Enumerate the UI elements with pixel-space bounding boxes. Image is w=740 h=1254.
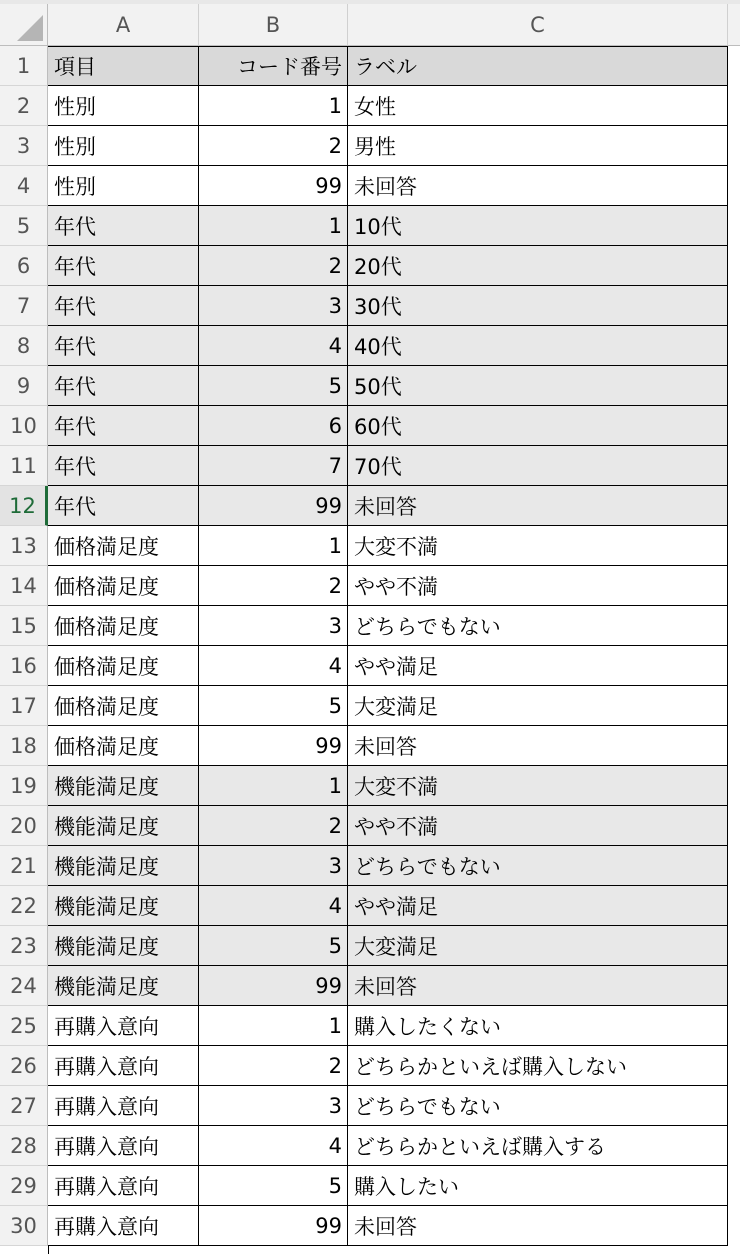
cell-c[interactable]: どちらでもない	[348, 1086, 728, 1126]
cell-c[interactable]: どちらでもない	[348, 846, 728, 886]
cell-c[interactable]: やや満足	[348, 646, 728, 686]
row-header[interactable]: 9	[0, 366, 48, 406]
table-row	[0, 526, 740, 566]
cell-c[interactable]: やや不満	[348, 806, 728, 846]
cell-a[interactable]: 年代	[48, 326, 199, 366]
cell-b[interactable]: 3	[199, 846, 348, 886]
cell-a[interactable]: 性別	[48, 126, 199, 166]
cell-c[interactable]: 大変満足	[348, 926, 728, 966]
cell-c[interactable]: 未回答	[348, 166, 728, 206]
cell-c[interactable]: 20代	[348, 246, 728, 286]
table-row	[0, 1006, 740, 1046]
cell-c[interactable]: やや満足	[348, 886, 728, 926]
row-header[interactable]: 18	[0, 726, 48, 766]
table-row	[0, 686, 740, 726]
cell-a[interactable]: 再購入意向	[48, 1006, 199, 1046]
select-all-triangle-icon	[17, 15, 43, 41]
table-row	[0, 126, 740, 166]
row-header[interactable]: 13	[0, 526, 48, 566]
table-row	[0, 246, 740, 286]
cell-b[interactable]: 7	[199, 446, 348, 486]
row-header[interactable]: 2	[0, 86, 48, 126]
cell-b[interactable]: 99	[199, 166, 348, 206]
cell-c[interactable]: ラベル	[348, 46, 728, 86]
cell-b[interactable]: 99	[199, 726, 348, 766]
table-row	[0, 326, 740, 366]
cell-c[interactable]: 40代	[348, 326, 728, 366]
cell-c[interactable]: 女性	[348, 86, 728, 126]
row-header[interactable]: 11	[0, 446, 48, 486]
table-row	[0, 966, 740, 1006]
table-row	[0, 1206, 740, 1246]
cell-c[interactable]: 購入したくない	[348, 1006, 728, 1046]
cell-c[interactable]: 未回答	[348, 726, 728, 766]
row-header[interactable]: 5	[0, 206, 48, 246]
cell-b[interactable]: 1	[199, 206, 348, 246]
cell-b[interactable]: 4	[199, 646, 348, 686]
cell-a[interactable]: 年代	[48, 406, 199, 446]
cell-a[interactable]: 年代	[48, 366, 199, 406]
cell-b[interactable]: 1	[199, 766, 348, 806]
cell-c[interactable]: 大変満足	[348, 686, 728, 726]
cell-a[interactable]: 価格満足度	[48, 566, 199, 606]
cell-a[interactable]: 再購入意向	[48, 1046, 199, 1086]
row-header[interactable]: 22	[0, 886, 48, 926]
table-row	[0, 166, 740, 206]
row-header[interactable]: 26	[0, 1046, 48, 1086]
cell-a[interactable]: 価格満足度	[48, 726, 199, 766]
cell-a[interactable]: 機能満足度	[48, 846, 199, 886]
table-row	[0, 406, 740, 446]
cell-c[interactable]: 大変不満	[348, 526, 728, 566]
row-header[interactable]: 10	[0, 406, 48, 446]
row-header[interactable]: 19	[0, 766, 48, 806]
row-31-partial[interactable]	[48, 1246, 728, 1254]
cell-b[interactable]: 6	[199, 406, 348, 446]
column-header-c[interactable]: C	[348, 4, 728, 46]
cell-c[interactable]: 未回答	[348, 1206, 728, 1246]
cell-b[interactable]: 3	[199, 1086, 348, 1126]
column-header-b[interactable]: B	[199, 4, 348, 46]
row-header[interactable]: 14	[0, 566, 48, 606]
cell-b[interactable]: 4	[199, 326, 348, 366]
table-row	[0, 486, 740, 526]
cell-c[interactable]: 60代	[348, 406, 728, 446]
cell-b[interactable]: 2	[199, 126, 348, 166]
table-row	[0, 806, 740, 846]
cell-c[interactable]: どちらかといえば購入する	[348, 1126, 728, 1166]
cell-b[interactable]: 2	[199, 806, 348, 846]
cell-b[interactable]: 5	[199, 366, 348, 406]
cell-a[interactable]: 機能満足度	[48, 926, 199, 966]
row-header[interactable]: 1	[0, 46, 48, 86]
table-row	[0, 1086, 740, 1126]
cell-a[interactable]: 年代	[48, 446, 199, 486]
cell-a[interactable]: 年代	[48, 246, 199, 286]
table-row	[0, 286, 740, 326]
row-header[interactable]: 23	[0, 926, 48, 966]
cell-b[interactable]: 5	[199, 1166, 348, 1206]
row-header[interactable]: 7	[0, 286, 48, 326]
table-row	[0, 206, 740, 246]
cell-a[interactable]: 年代	[48, 206, 199, 246]
cell-b[interactable]: 99	[199, 1206, 348, 1246]
table-row	[0, 926, 740, 966]
row-header[interactable]: 20	[0, 806, 48, 846]
cell-c[interactable]: 購入したい	[348, 1166, 728, 1206]
row-header[interactable]: 24	[0, 966, 48, 1006]
cell-c[interactable]: 50代	[348, 366, 728, 406]
cell-b[interactable]: 2	[199, 1046, 348, 1086]
cell-b[interactable]: 3	[199, 606, 348, 646]
cell-c[interactable]: 30代	[348, 286, 728, 326]
row-header[interactable]: 29	[0, 1166, 48, 1206]
cell-a[interactable]: 年代	[48, 286, 199, 326]
table-row	[0, 846, 740, 886]
cell-b[interactable]: 2	[199, 566, 348, 606]
table-row	[0, 726, 740, 766]
table-row	[0, 766, 740, 806]
cell-b[interactable]: 2	[199, 246, 348, 286]
cell-a[interactable]: 価格満足度	[48, 606, 199, 646]
row-header[interactable]: 27	[0, 1086, 48, 1126]
table-row	[0, 606, 740, 646]
cell-a[interactable]: 機能満足度	[48, 806, 199, 846]
cell-a[interactable]: 性別	[48, 86, 199, 126]
row-header[interactable]: 12	[0, 486, 48, 526]
cell-a[interactable]: 再購入意向	[48, 1206, 199, 1246]
table-row	[0, 886, 740, 926]
cell-b[interactable]: 5	[199, 926, 348, 966]
row-header[interactable]: 4	[0, 166, 48, 206]
cell-b[interactable]: 4	[199, 1126, 348, 1166]
table-row	[0, 646, 740, 686]
row-header[interactable]: 8	[0, 326, 48, 366]
row-header[interactable]: 17	[0, 686, 48, 726]
row-header[interactable]: 21	[0, 846, 48, 886]
cell-a[interactable]: 再購入意向	[48, 1126, 199, 1166]
table-row	[0, 46, 740, 86]
column-header-d-partial[interactable]	[728, 4, 740, 46]
table-row	[0, 366, 740, 406]
cell-a[interactable]: 価格満足度	[48, 686, 199, 726]
cell-b[interactable]: 1	[199, 86, 348, 126]
cell-b[interactable]: 99	[199, 966, 348, 1006]
cell-c[interactable]: 10代	[348, 206, 728, 246]
table-row	[0, 1126, 740, 1166]
cell-c[interactable]: 未回答	[348, 486, 728, 526]
cell-a[interactable]: 機能満足度	[48, 766, 199, 806]
row-header[interactable]: 6	[0, 246, 48, 286]
table-row	[0, 446, 740, 486]
column-header-a[interactable]: A	[48, 4, 199, 46]
select-all-button[interactable]	[0, 4, 48, 46]
table-row	[0, 86, 740, 126]
row-header[interactable]: 28	[0, 1126, 48, 1166]
cell-c[interactable]: 70代	[348, 446, 728, 486]
cell-a[interactable]: 性別	[48, 166, 199, 206]
cell-c[interactable]: 未回答	[348, 966, 728, 1006]
row-header[interactable]: 25	[0, 1006, 48, 1046]
cell-a[interactable]: 価格満足度	[48, 646, 199, 686]
cell-c[interactable]: やや不満	[348, 566, 728, 606]
cell-b[interactable]: 3	[199, 286, 348, 326]
cell-b[interactable]: 1	[199, 1006, 348, 1046]
cell-b[interactable]: 1	[199, 526, 348, 566]
row-header[interactable]: 15	[0, 606, 48, 646]
cell-c[interactable]: 大変不満	[348, 766, 728, 806]
row-header[interactable]: 16	[0, 646, 48, 686]
table-row	[0, 566, 740, 606]
cell-b[interactable]: 5	[199, 686, 348, 726]
column-d-partial[interactable]	[728, 46, 740, 1254]
cell-a[interactable]: 価格満足度	[48, 526, 199, 566]
table-row	[0, 1046, 740, 1086]
cell-a[interactable]: 機能満足度	[48, 966, 199, 1006]
cell-c[interactable]: 男性	[348, 126, 728, 166]
cell-b[interactable]: 4	[199, 886, 348, 926]
row-header[interactable]: 30	[0, 1206, 48, 1246]
table-row	[0, 1166, 740, 1206]
cell-a[interactable]: 年代	[48, 486, 199, 526]
cell-b[interactable]: 99	[199, 486, 348, 526]
row-header[interactable]: 3	[0, 126, 48, 166]
cell-c[interactable]: どちらかといえば購入しない	[348, 1046, 728, 1086]
cell-a[interactable]: 項目	[48, 46, 199, 86]
cell-a[interactable]: 再購入意向	[48, 1166, 199, 1206]
cell-b[interactable]: コード番号	[199, 46, 348, 86]
cell-a[interactable]: 機能満足度	[48, 886, 199, 926]
cell-a[interactable]: 再購入意向	[48, 1086, 199, 1126]
cell-c[interactable]: どちらでもない	[348, 606, 728, 646]
